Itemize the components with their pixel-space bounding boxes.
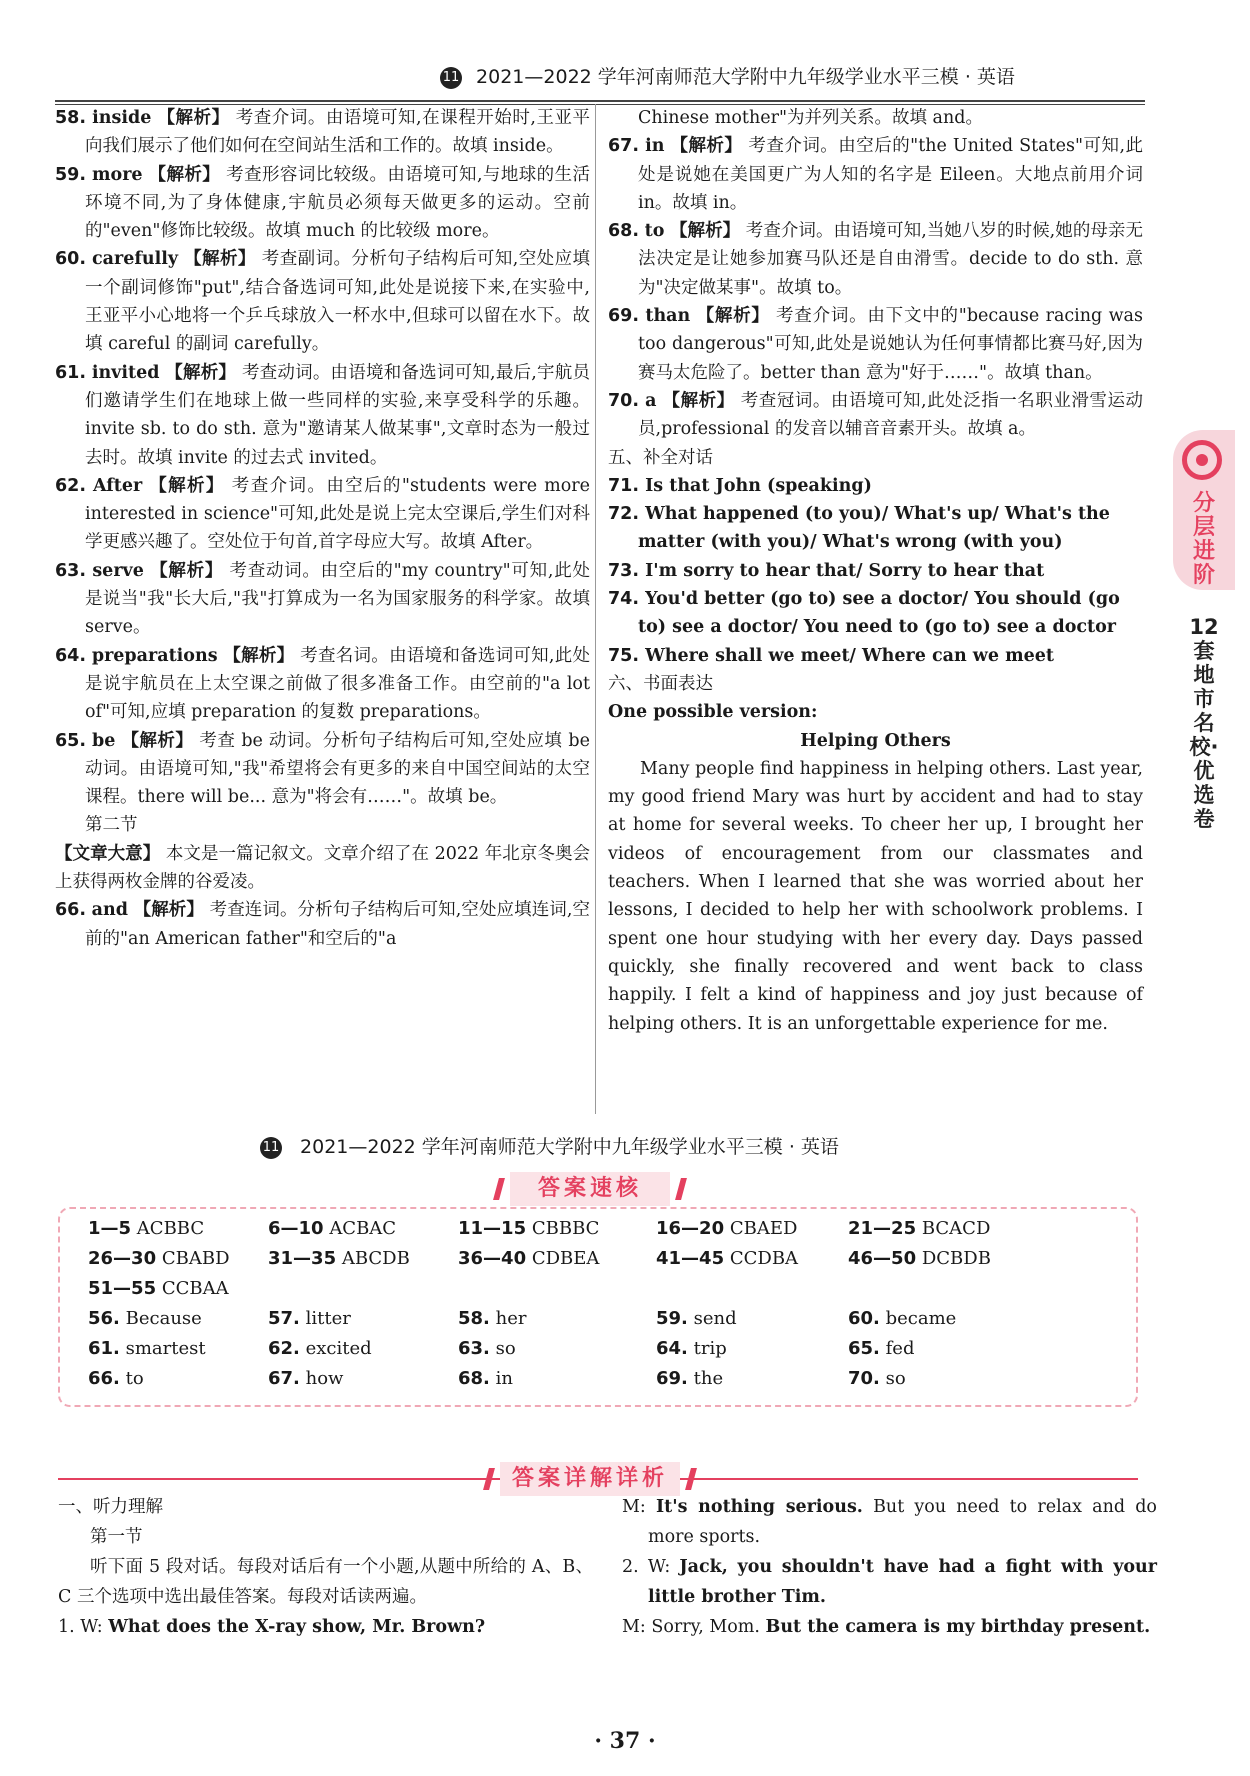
- item-answer: inside: [92, 108, 152, 128]
- answer-key-cell: [88, 1248, 230, 1269]
- answer-key-range: 59.: [656, 1308, 688, 1329]
- answer-key-range: 31—35: [268, 1248, 337, 1269]
- item-number: 59.: [55, 164, 87, 185]
- dialogue-line: [622, 1612, 1157, 1642]
- listening-instructions: 听下面 5 段对话。每段对话后有一个小题,从题中所给的 A、B、C 三个选项中选出最佳答案。每段对话读两遍。: [58, 1557, 593, 1607]
- answer-key-range: 56.: [88, 1308, 120, 1329]
- answer-key-cell: [848, 1218, 990, 1239]
- answer-number: 71.: [608, 475, 640, 496]
- item-number: 70.: [608, 390, 640, 411]
- answer-number: 75.: [608, 645, 640, 666]
- answer-key-row: [88, 1338, 1128, 1368]
- dialogue-text: What does the X-ray show, Mr. Brown?: [108, 1617, 486, 1637]
- answer-key-cell: [458, 1218, 599, 1239]
- header-title: 2021—2022 学年河南师范大学附中九年级学业水平三模 · 英语: [476, 66, 1015, 88]
- item-tag: 【解析】: [148, 164, 221, 185]
- banner-quick-answers: 答案速核: [510, 1172, 670, 1206]
- item-tag: 【解析】: [696, 306, 770, 327]
- answer-key-cell: [458, 1368, 513, 1389]
- answer-key-range: 70.: [848, 1368, 880, 1389]
- answer-key-value: how: [305, 1368, 344, 1389]
- item-text: 考查副词。分析句子结构后可知,空处应填一个副词修饰"put",结合备选词可知,此处是说接下来,在实验中,王亚平小心地将一个乒乓球放入一杯水中,但球可以留在水下。故填 careful 的副词 carefully。: [85, 249, 590, 355]
- answer-key-range: 11—15: [458, 1218, 527, 1239]
- answer-key-value: her: [495, 1308, 527, 1329]
- answer-number: 74.: [608, 589, 640, 610]
- page-number: · 37 ·: [594, 1728, 656, 1754]
- answer-number: 72.: [608, 504, 640, 525]
- answer-key-range: 57.: [268, 1308, 300, 1329]
- item-tag: 【解析】: [157, 108, 230, 128]
- item-answer: in: [645, 136, 665, 157]
- answer-key-value: the: [693, 1368, 724, 1389]
- summary-text: 本文是一篇记叙文。文章介绍了在 2022 年北京冬奥会上获得两枚金牌的谷爱凌。: [55, 843, 590, 893]
- answer-key-value: ACBBC: [136, 1218, 205, 1239]
- answer-key-range: 61.: [88, 1338, 120, 1359]
- item-tag: 【解析】: [223, 645, 295, 666]
- dialogue-text: But you need to relax and do more sports.: [648, 1497, 1157, 1547]
- answer-key-range: 69.: [656, 1368, 688, 1389]
- answer-key-range: 68.: [458, 1368, 490, 1389]
- explanation-item: [608, 302, 1143, 387]
- explanation-item: [55, 472, 590, 557]
- item-number: 63.: [55, 560, 87, 581]
- item-tag: 【解析】: [184, 249, 256, 270]
- answer-key-value: ACBAC: [329, 1218, 397, 1239]
- dialogue-line: [622, 1552, 1157, 1612]
- answer-key-value: send: [693, 1308, 737, 1329]
- answer-key-cell: [88, 1278, 229, 1299]
- summary-tag: 【文章大意】: [55, 843, 161, 864]
- item-number: 67.: [608, 136, 640, 157]
- speaker-label: 2. W:: [622, 1557, 671, 1577]
- answer-text: Is that John (speaking): [645, 475, 872, 496]
- listening-title: 一、听力理解: [58, 1497, 163, 1517]
- answer-key-value: fed: [885, 1338, 915, 1359]
- dialogue-answer: [608, 557, 1143, 585]
- answer-key-cell: [88, 1218, 204, 1239]
- answer-key-cell: [848, 1368, 906, 1389]
- answer-key-range: 63.: [458, 1338, 490, 1359]
- item-text: 考查连词。分析句子结构后可知,空处应填连词,空前的"an American father"和空后的"a: [85, 900, 591, 949]
- item-number: 66.: [55, 900, 87, 921]
- continued-text: Chinese mother"为并列关系。故填 and。: [638, 108, 983, 128]
- item-text: 考查名词。由语境和备选词可知,此处是说宇航员在上太空课之前做了很多准备工作。由空前的"a lot of"可知,应填 preparation 的复数 preparations。: [85, 645, 590, 723]
- answer-key-cell: [656, 1248, 798, 1269]
- essay-body: Many people find happiness in helping others. Last year, my good friend Mary was hurt by accident and had to stay at home for several weeks. To cheer her up, I brought her videos of encouragement from our classmates and teachers. When I learned that she was worried about her lessons, I decided to help her with schoolwork problems. I spent one hour studying with her every day. Days passed quickly, she finally recovered and went back to class happily. I felt a kind of happiness and joy just because of helping others. It is an unforgettable experience for me.: [608, 758, 1143, 1034]
- item-answer: than: [645, 306, 691, 327]
- item-text: 考查动词。由空后的"my country"可知,此处是说当"我"长大后,"我"打算成为一名为国家服务的科学家。故填 serve。: [85, 560, 590, 638]
- item-text: 考查形容词比较级。由语境可知,与地球的生活环境不同,为了身体健康,宇航员必须每天做更多的运动。空前的"even"修饰比较级。故填 much 的比较级 more。: [85, 164, 590, 242]
- item-answer: serve: [92, 560, 144, 581]
- answer-key-value: so: [495, 1338, 516, 1359]
- answer-key-cell: [268, 1368, 343, 1389]
- dialogue-text: But the camera is my birthday present.: [765, 1617, 1151, 1637]
- answer-key-cell: [848, 1308, 956, 1329]
- item-text: 考查介词。由下文中的"because racing was too dangerous"可知,此处是说她认为任何事情都比赛马好,因为赛马太危险了。better than 意为"好于……"。故填 than。: [638, 306, 1143, 383]
- item-tag: 【解析】: [133, 900, 204, 921]
- explanation-item: [55, 161, 590, 246]
- item-number: 60.: [55, 249, 87, 270]
- answer-key-row: [88, 1308, 1128, 1338]
- answer-number: 73.: [608, 560, 640, 581]
- item-answer: more: [92, 164, 143, 185]
- section2-title: [260, 1132, 960, 1159]
- item-answer: a: [645, 390, 657, 411]
- item-tag: 【解析】: [121, 730, 194, 751]
- dialogue-line: [58, 1612, 593, 1642]
- item-answer: carefully: [92, 249, 179, 270]
- explanation-item: [608, 132, 1143, 217]
- dialogue-answer: [608, 642, 1143, 670]
- column-divider: [595, 104, 596, 1114]
- target-icon: [1182, 440, 1222, 480]
- explanation-item: [608, 217, 1143, 302]
- answer-key-range: 64.: [656, 1338, 688, 1359]
- item-tag: 【解析】: [670, 136, 743, 157]
- answer-key-value: CBAED: [729, 1218, 798, 1239]
- item-tag: 【解析】: [165, 362, 237, 383]
- answer-key-range: 16—20: [656, 1218, 725, 1239]
- answer-key-cell: [268, 1338, 372, 1359]
- item-tag: 【解析】: [149, 475, 225, 496]
- sidebar-label-levels: 分层进阶: [1192, 491, 1215, 588]
- answer-key-range: 21—25: [848, 1218, 917, 1239]
- answer-key-cell: [268, 1248, 410, 1269]
- answer-key-value: Because: [125, 1308, 202, 1329]
- item-answer: be: [92, 730, 116, 751]
- answer-key-value: trip: [693, 1338, 727, 1359]
- right-column: [608, 104, 1143, 1038]
- answer-key-row: [88, 1248, 1128, 1278]
- answer-key-value: CDBEA: [531, 1248, 600, 1269]
- answer-text: Where shall we meet/ Where can we meet: [645, 645, 1054, 666]
- answer-key-range: 67.: [268, 1368, 300, 1389]
- answer-key-value: BCACD: [921, 1218, 991, 1239]
- answer-key-cell: [458, 1248, 599, 1269]
- explanation-item: [55, 557, 590, 642]
- speaker-label: M:: [622, 1617, 646, 1637]
- answer-key-range: 26—30: [88, 1248, 157, 1269]
- answer-key-range: 41—45: [656, 1248, 725, 1269]
- answer-key-range: 6—10: [268, 1218, 324, 1239]
- item-text: 考查介词。由语境可知,当她八岁的时候,她的母亲无法决定是让她参加赛马队还是自由滑雪。decide to do sth. 意为"决定做某事"。故填 to。: [638, 221, 1143, 298]
- listening-right: [622, 1492, 1157, 1642]
- answer-key-range: 66.: [88, 1368, 120, 1389]
- explanation-item: [608, 387, 1143, 444]
- essay-title: Helping Others: [800, 730, 951, 751]
- banner-detailed-answers: 答案详解详析: [500, 1462, 680, 1496]
- item-text: 考查介词。由语境可知,在课程开始时,王亚平向我们展示了他们如何在空间站生活和工作的。故填 inside。: [85, 108, 591, 157]
- answer-key-cell: [88, 1338, 206, 1359]
- answer-key-row: [88, 1218, 1128, 1248]
- explanation-item: [55, 896, 590, 953]
- answer-key-value: CCDBA: [729, 1248, 799, 1269]
- item-text: 考查动词。由语境和备选词可知,最后,宇航员们邀请学生们在地球上做一些同样的实验,来享受科学的乐趣。invite sb. to do sth. 意为"邀请某人做某事",文章时态为一般过去时。故填 invite 的过去式 invited。: [85, 362, 590, 468]
- explanation-item: [55, 727, 590, 812]
- section2-badge: 11: [260, 1137, 282, 1159]
- sidebar-label-series: 12套地市名校·优选卷: [1189, 615, 1219, 831]
- left-column: [55, 104, 590, 953]
- item-text: 考查介词。由空后的"students were more interested in science"可知,此处是说上完太空课后,学生们对科学更感兴趣了。空处位于句首,首字母应大写。故填 After。: [85, 475, 590, 553]
- item-tag: 【解析】: [662, 390, 735, 411]
- dialogue-text: It's nothing serious.: [656, 1497, 863, 1517]
- explanation-item: [55, 104, 590, 161]
- answer-key-value: CBABD: [161, 1248, 230, 1269]
- answer-key-value: excited: [305, 1338, 372, 1359]
- page-header: [440, 62, 1130, 92]
- answer-key-cell: [656, 1338, 727, 1359]
- dialogue-text: Jack, you shouldn't have had a fight with your little brother Tim.: [648, 1557, 1157, 1607]
- answer-key-value: became: [885, 1308, 957, 1329]
- section2-title-text: 2021—2022 学年河南师范大学附中九年级学业水平三模 · 英语: [300, 1136, 839, 1158]
- answer-key-range: 46—50: [848, 1248, 917, 1269]
- sidebar: [1165, 430, 1235, 880]
- explanation-item: [55, 359, 590, 472]
- writing-label: One possible version:: [608, 702, 818, 723]
- item-number: 62.: [55, 475, 87, 496]
- item-answer: preparations: [91, 645, 218, 666]
- article-summary: [55, 840, 590, 897]
- answer-key-cell: [656, 1218, 797, 1239]
- answer-key-value: CBBBC: [531, 1218, 600, 1239]
- item-answer: After: [92, 475, 143, 496]
- answer-key-range: 65.: [848, 1338, 880, 1359]
- item-text: 考查 be 动词。分析句子结构后可知,空处应填 be 动词。由语境可知,"我"希望将会有更多的来自中国空间站的太空课程。there will be... 意为"将会有……"。故填 be。: [85, 730, 590, 808]
- answer-key-range: 1—5: [88, 1218, 132, 1239]
- answer-key-value: CCBAA: [161, 1278, 229, 1299]
- answer-key-value: litter: [305, 1308, 351, 1329]
- answer-key-grid: [88, 1218, 1128, 1398]
- answer-key-range: 58.: [458, 1308, 490, 1329]
- writing-section-title: 六、书面表达: [608, 673, 713, 694]
- answer-text: What happened (to you)/ What's up/ What's the matter (with you)/ What's wrong (with you): [638, 504, 1110, 553]
- item-tag: 【解析】: [670, 221, 741, 242]
- answer-text: You'd better (go to) see a doctor/ You should (go to) see a doctor/ You need to (go to) see a doctor: [638, 589, 1120, 638]
- answer-key-value: smartest: [125, 1338, 206, 1359]
- dialogue-answer: [608, 500, 1143, 557]
- answer-key-cell: [458, 1308, 526, 1329]
- answer-key-cell: [268, 1218, 396, 1239]
- answer-key-cell: [268, 1308, 351, 1329]
- item-text: 考查冠词。由语境可知,此处泛指一名职业滑雪运动员,professional 的发音以辅音音素开头。故填 a。: [638, 390, 1143, 440]
- explanation-item: [55, 245, 590, 358]
- dialogue-answer: [608, 585, 1143, 642]
- listening-left: [58, 1492, 593, 1642]
- answer-key-cell: [656, 1308, 737, 1329]
- answer-key-value: ABCDB: [341, 1248, 410, 1269]
- answer-text: I'm sorry to hear that/ Sorry to hear that: [645, 560, 1045, 581]
- answer-key-row: [88, 1278, 1128, 1308]
- item-number: 65.: [55, 730, 87, 751]
- header-badge: 11: [440, 67, 462, 89]
- answer-key-row: [88, 1368, 1128, 1398]
- dialogue-line: [622, 1492, 1157, 1552]
- item-number: 68.: [608, 221, 640, 242]
- answer-key-cell: [88, 1368, 144, 1389]
- answer-key-range: 36—40: [458, 1248, 527, 1269]
- dialogue-answer: [608, 472, 1143, 500]
- answer-key-cell: [458, 1338, 516, 1359]
- dialogue-text: Sorry, Mom.: [651, 1617, 760, 1637]
- item-number: 61.: [55, 362, 87, 383]
- answer-key-cell: [848, 1248, 991, 1269]
- answer-key-cell: [88, 1308, 202, 1329]
- explanation-item: [55, 642, 590, 727]
- answer-key-range: 60.: [848, 1308, 880, 1329]
- answer-key-range: 51—55: [88, 1278, 157, 1299]
- answer-key-cell: [656, 1368, 723, 1389]
- answer-key-value: to: [125, 1368, 144, 1389]
- item-text: 考查介词。由空后的"the United States"可知,此处是说她在美国更广为人知的名字是 Eileen。大地点前用介词 in。故填 in。: [638, 136, 1143, 213]
- answer-key-value: DCBDB: [921, 1248, 991, 1269]
- answer-key-cell: [848, 1338, 914, 1359]
- item-answer: invited: [91, 362, 160, 383]
- item-tag: 【解析】: [150, 560, 224, 581]
- dialogue-section-title: 五、补全对话: [608, 447, 713, 468]
- listening-sub: 第一节: [90, 1527, 143, 1547]
- item-number: 64.: [55, 645, 87, 666]
- item-answer: to: [644, 221, 665, 242]
- item-number: 69.: [608, 306, 640, 327]
- item-answer: and: [91, 900, 128, 921]
- item-number: 58.: [55, 108, 87, 128]
- speaker-label: 1. W:: [58, 1617, 103, 1637]
- section-label-2: 第二节: [85, 815, 138, 836]
- answer-key-range: 62.: [268, 1338, 300, 1359]
- answer-key-value: in: [495, 1368, 513, 1389]
- speaker-label: M:: [622, 1497, 646, 1517]
- answer-key-value: so: [885, 1368, 906, 1389]
